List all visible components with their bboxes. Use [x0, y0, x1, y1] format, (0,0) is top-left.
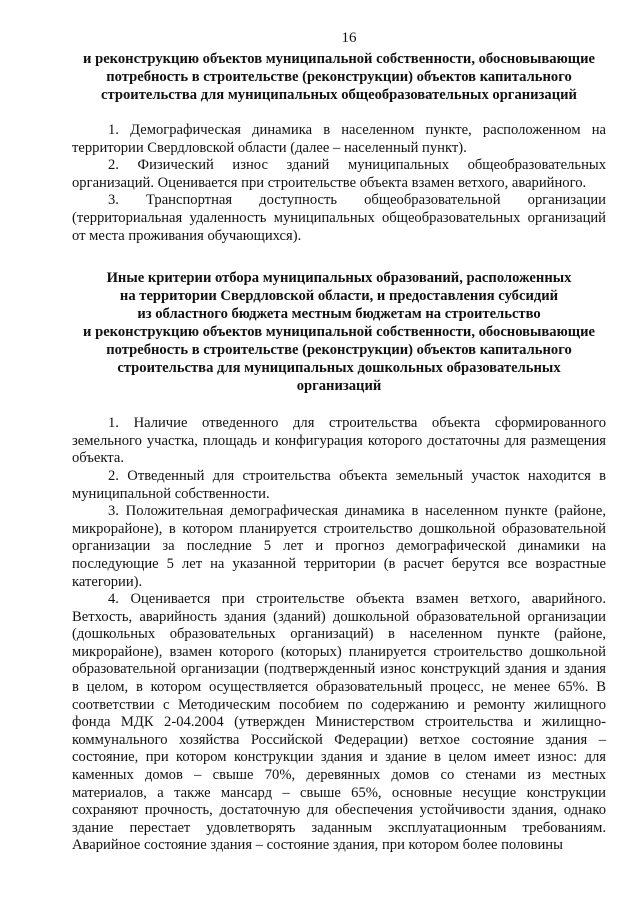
heading-line: организаций: [296, 378, 382, 395]
heading-line: Иные критерии отбора муниципальных образований, расположенных: [106, 270, 572, 287]
criterion-paragraph: 3. Положительная демографическая динамика в населенном пункте (районе, микрорайоне), в котором планируется строительство дошкольной образовательной организации за последние 5 лет и прогноз демографической динамики на последующие 5 лет на указанной территории (в расчет берутся все возрастные категории).: [72, 503, 606, 590]
heading-line: потребность в строительстве (реконструкции) объектов капитального: [106, 342, 572, 359]
criteria-list-general-education: [72, 122, 606, 245]
heading-line: и реконструкцию объектов муниципальной собственности, обосновывающие: [83, 324, 595, 341]
criterion-paragraph: 2. Отведенный для строительства объекта земельный участок находится в муниципальной собственности.: [72, 467, 606, 502]
criterion-paragraph: 3. Транспортная доступность общеобразовательной организации (территориальная удаленность муниципальных общеобразовательных организаций от места проживания обучающихся).: [72, 192, 606, 244]
heading-line: на территории Свердловской области, и предоставления субсидий: [119, 288, 559, 305]
criterion-paragraph: 2. Физический износ зданий муниципальных общеобразовательных организаций. Оценивается при строительстве объекта взамен ветхого, аварийного.: [72, 157, 606, 191]
criterion-paragraph: 4. Оценивается при строительстве объекта взамен ветхого, аварийного. Ветхость, аварийность здания (зданий) дошкольной образовательной организации (дошкольных образовательных организаций) в населенном пункте (районе, микрорайоне), взамен которого (которых) планируется строительство дошкольной образовательной организации (подтвержденный износ конструкций здания и здания в целом, в котором осуществляется образовательный процесс, не менее 65%. В соответствии с Методическим пособием по содержанию и ремонту жилищного фонда МДК 2-04.2004 (утвержден Министерством строительства и жилищно-коммунального хозяйства Российской Федерации) ветхое состояние здания – состояние, при котором конструкции здания и здание в целом имеет износ: для каменных домов – свыше 70%, деревянных домов со стенами из местных материалов, а также мансард – свыше 65%, основные несущие конструкции сохраняют прочность, достаточную для обеспечения устойчивости здания, однако здание перестает удовлетворять заданным эксплуатационным требованиям. Аварийное состояние здания – состояние здания, при котором более половины: [72, 591, 606, 854]
criterion-paragraph: 1. Наличие отведенного для строительства объекта сформированного земельного участка, площадь и конфигурация которого достаточны для размещения объекта.: [72, 415, 606, 467]
criteria-list-preschool: [72, 415, 606, 855]
criterion-paragraph: 1. Демографическая динамика в населенном пункте, расположенном на территории Свердловской области (далее – населенный пункт).: [72, 122, 606, 156]
heading-line: строительства для муниципальных дошкольных образовательных: [117, 360, 561, 377]
heading-line: потребность в строительстве (реконструкции) объектов капитального: [106, 69, 572, 85]
section-heading-continued: [72, 50, 606, 104]
page-number: 16: [341, 30, 357, 46]
heading-line: из областного бюджета местным бюджетам на строительство: [137, 306, 541, 323]
section-heading-preschool: [72, 269, 606, 395]
heading-line: и реконструкцию объектов муниципальной собственности, обосновывающие: [83, 51, 595, 67]
heading-line: строительства для муниципальных общеобразовательных организаций: [101, 87, 577, 103]
